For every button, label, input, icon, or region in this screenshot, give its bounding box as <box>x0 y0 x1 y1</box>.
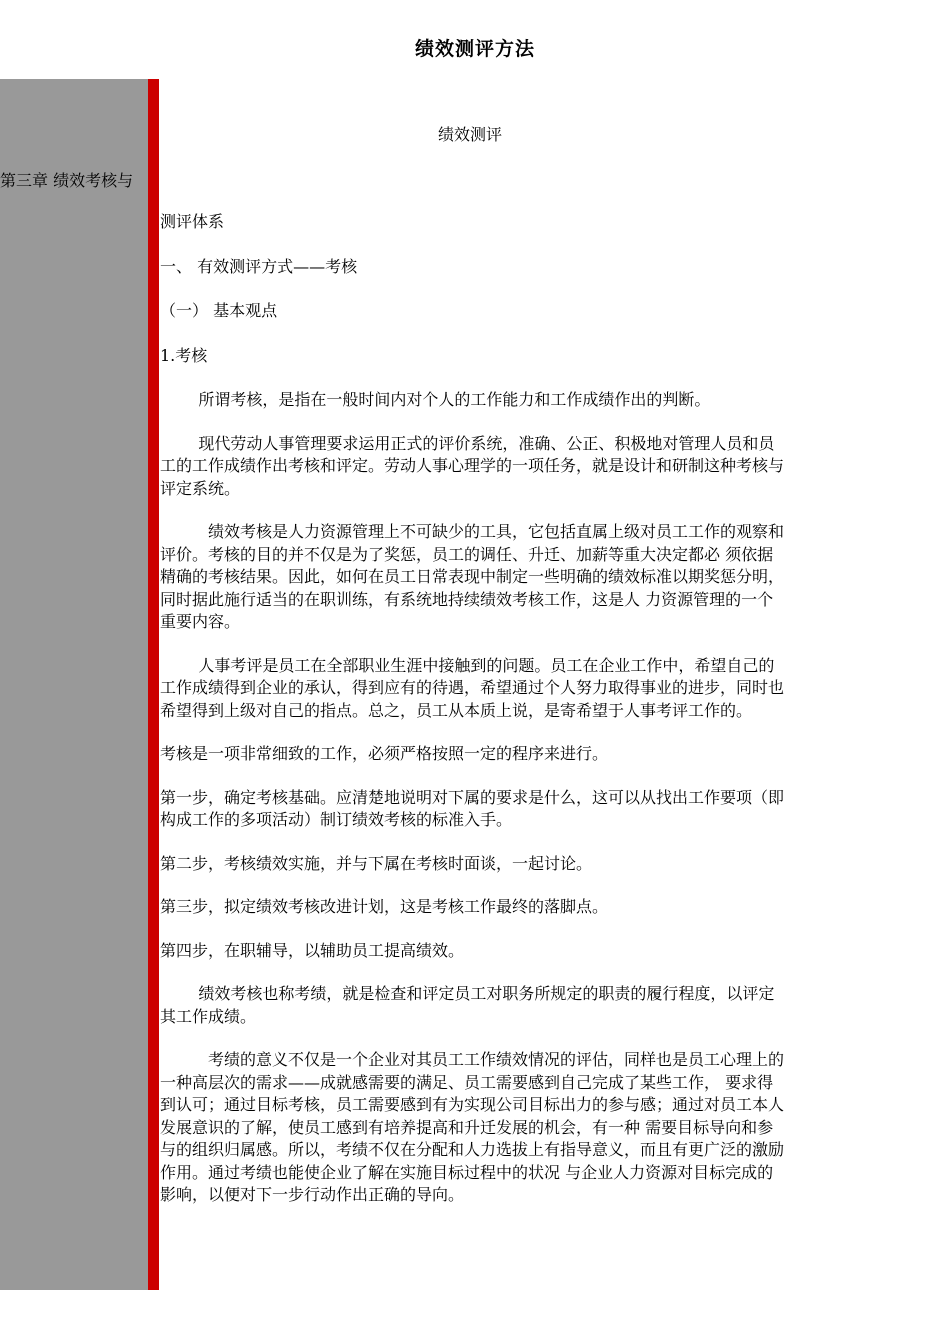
subsection-heading: 测评体系 <box>160 212 225 231</box>
chapter-label: 第三章 绩效考核与 <box>0 171 134 190</box>
step-paragraph: 第二步，考核绩效实施，并与下属在考核时面谈，一起讨论。 <box>160 853 593 873</box>
body-paragraph: 考核是一项非常细致的工作，必须严格按照一定的程序来进行。 <box>160 744 609 763</box>
body-paragraph: 绩效考核是人力资源管理上不可缺少的工具，它包括直属上级对员工工作的观察和评价。考核的目的并不仅是为了奖惩，员工的调任、升迁、加薪等重大决定都必 须依据精确的考核结果。因此，如何在员工日常表现中制定一些明确的绩效标准以期奖惩分明，同时据此施行适当的在职训练，有系统地持续绩效考核工作，这是人 力资源管理的一个重要内容。 <box>160 522 785 631</box>
sidebar-accent-bar <box>148 79 159 1290</box>
body-paragraph: 所谓考核，是指在一般时间内对个人的工作能力和工作成绩作出的判断。 <box>198 390 711 409</box>
subsection-heading: 一、 有效测评方式——考核 <box>160 256 358 276</box>
subsection-heading: （一） 基本观点 <box>160 301 278 320</box>
document-title: 绩效测评方法 <box>414 38 535 60</box>
document-body <box>160 211 784 1228</box>
step-paragraph: 第四步，在职辅导，以辅助员工提高绩效。 <box>160 940 465 960</box>
body-paragraph: 人事考评是员工在全部职业生涯中接触到的问题。员工在企业工作中，希望自己的工作成绩得到企业的承认，得到应有的待遇，希望通过个人努力取得事业的进步，同时也希望得到上级对自己的指点。总之，员工从本质上说，是寄希望于人事考评工作的。 <box>160 655 785 720</box>
step-paragraph: 第一步，确定考核基础。应清楚地说明对下属的要求是什么，这可以从找出工作要项（即构成工作的多项活动）制订绩效考核的标准入手。 <box>160 787 785 829</box>
section-title: 绩效测评 <box>437 125 502 144</box>
body-paragraph: 现代劳动人事管理要求运用正式的评价系统，准确、公正、积极地对管理人员和员工的工作成绩作出考核和评定。劳动人事心理学的一项任务，就是设计和研制这种考核与评定系统。 <box>160 433 785 498</box>
body-paragraph: 绩效考核也称考绩，就是检查和评定员工对职务所规定的职责的履行程度，以评定其工作成绩。 <box>160 984 775 1026</box>
body-paragraph: 考绩的意义不仅是一个企业对其员工工作绩效情况的评估，同样也是员工心理上的一种高层次的需求——成就感需要的满足、员工需要感到自己完成了某些工作， 要求得到认可；通过目标考核，员工需要感到有为实现公司目标出力的参与感；通过对员工本人发展意识的了解，使员工感到有培养提高和升迁发展的机会，有一种 需要目标导向和参与的组织归属感。所以，考绩不仅在分配和人力选拔上有指导意义，而且有更广泛的激励作用。通过考绩也能使企业了解在实施目标过程中的状况 与企业人力资源对目标完成的影响，以便对下一步行动作出正确的导向。 <box>160 1050 785 1204</box>
sidebar-panel <box>0 79 148 1290</box>
step-paragraph: 第三步，拟定绩效考核改进计划，这是考核工作最终的落脚点。 <box>160 897 609 916</box>
subsection-heading: 1.考核 <box>160 345 208 365</box>
